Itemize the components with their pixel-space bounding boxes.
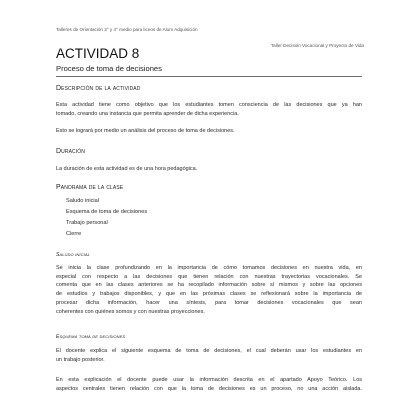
description-heading: Descripción de la actividad bbox=[56, 85, 141, 92]
list-item: Esquema de toma de decisiones bbox=[66, 209, 148, 215]
list-item: Trabajo personal bbox=[66, 220, 108, 226]
greeting-heading: Saludo inicial bbox=[56, 252, 90, 258]
text-line: procesar dicha información, hacer una síntesis, para tomar decisiones vocacionales que sean bbox=[56, 299, 362, 306]
text-line: aspectos centrales tienen relación con que la toma de decisiones es un proceso, no una acción aislada. bbox=[56, 385, 362, 392]
duration-heading: Duración bbox=[56, 148, 85, 155]
text-line: de estudios y trabajos disponibles, y que en las próximas clases se reflexionará sobre la importancia de bbox=[56, 291, 362, 298]
scheme-paragraph-1 bbox=[56, 347, 362, 364]
duration-text: La duración de esta actividad es de una hora pedagógica. bbox=[56, 166, 198, 172]
scheme-heading: Esquema toma de decisiones bbox=[56, 334, 126, 340]
list-item: Cierre bbox=[66, 231, 82, 237]
text-line: especial con respecto a las decisiones que tienen relación con nuestras trayectorias vocacionales. Se bbox=[56, 273, 362, 280]
overview-list bbox=[66, 196, 147, 240]
activity-title: ACTIVIDAD 8 bbox=[56, 46, 140, 61]
text-line: En esta explicación el docente puede usar la información descrita en el apartado Apoyo Teórico. Los bbox=[56, 377, 362, 383]
list-item: Saludo inicial bbox=[66, 198, 99, 204]
header-right: Taller Decisión Vocacional y Proyecto de Vida bbox=[270, 43, 364, 48]
text-line: comenta que en las clases anteriores se ha recopilado información sobre sí mismos y sobre las opciones bbox=[56, 282, 362, 289]
description-paragraph-2: Esto se logrará por medio un análisis del proceso de toma de decisiones. bbox=[56, 128, 235, 134]
header-left: Talleres de Orientación 3° y 4° medio para liceos de Alum Adquisición bbox=[56, 27, 198, 32]
description-paragraph-1 bbox=[56, 101, 362, 118]
title-divider bbox=[56, 76, 362, 77]
overview-heading: Panorama de la clase bbox=[56, 184, 124, 191]
text-line: coherentes con quiénes somos y con nuestras proyecciones. bbox=[56, 308, 205, 315]
text-line: un trabajo posterior. bbox=[56, 356, 105, 363]
text-line: tomado, creando una instancia que permita aprender de dicha experiencia. bbox=[56, 110, 239, 117]
scheme-paragraph-2 bbox=[56, 376, 362, 393]
text-line: El docente explica el siguiente esquema de toma de decisiones, el cual deberán usar los estudiantes en bbox=[56, 348, 362, 354]
text-line: Esta actividad tiene como objetivo que los estudiantes tomen consciencia de las decisiones que ya han bbox=[56, 102, 362, 108]
greeting-paragraph bbox=[56, 264, 362, 316]
text-line: Se inicia la clase profundizando en la importancia de cómo tomamos decisiones en nuestra vida, en bbox=[56, 265, 362, 271]
activity-subtitle: Proceso de toma de decisiones bbox=[56, 64, 162, 73]
